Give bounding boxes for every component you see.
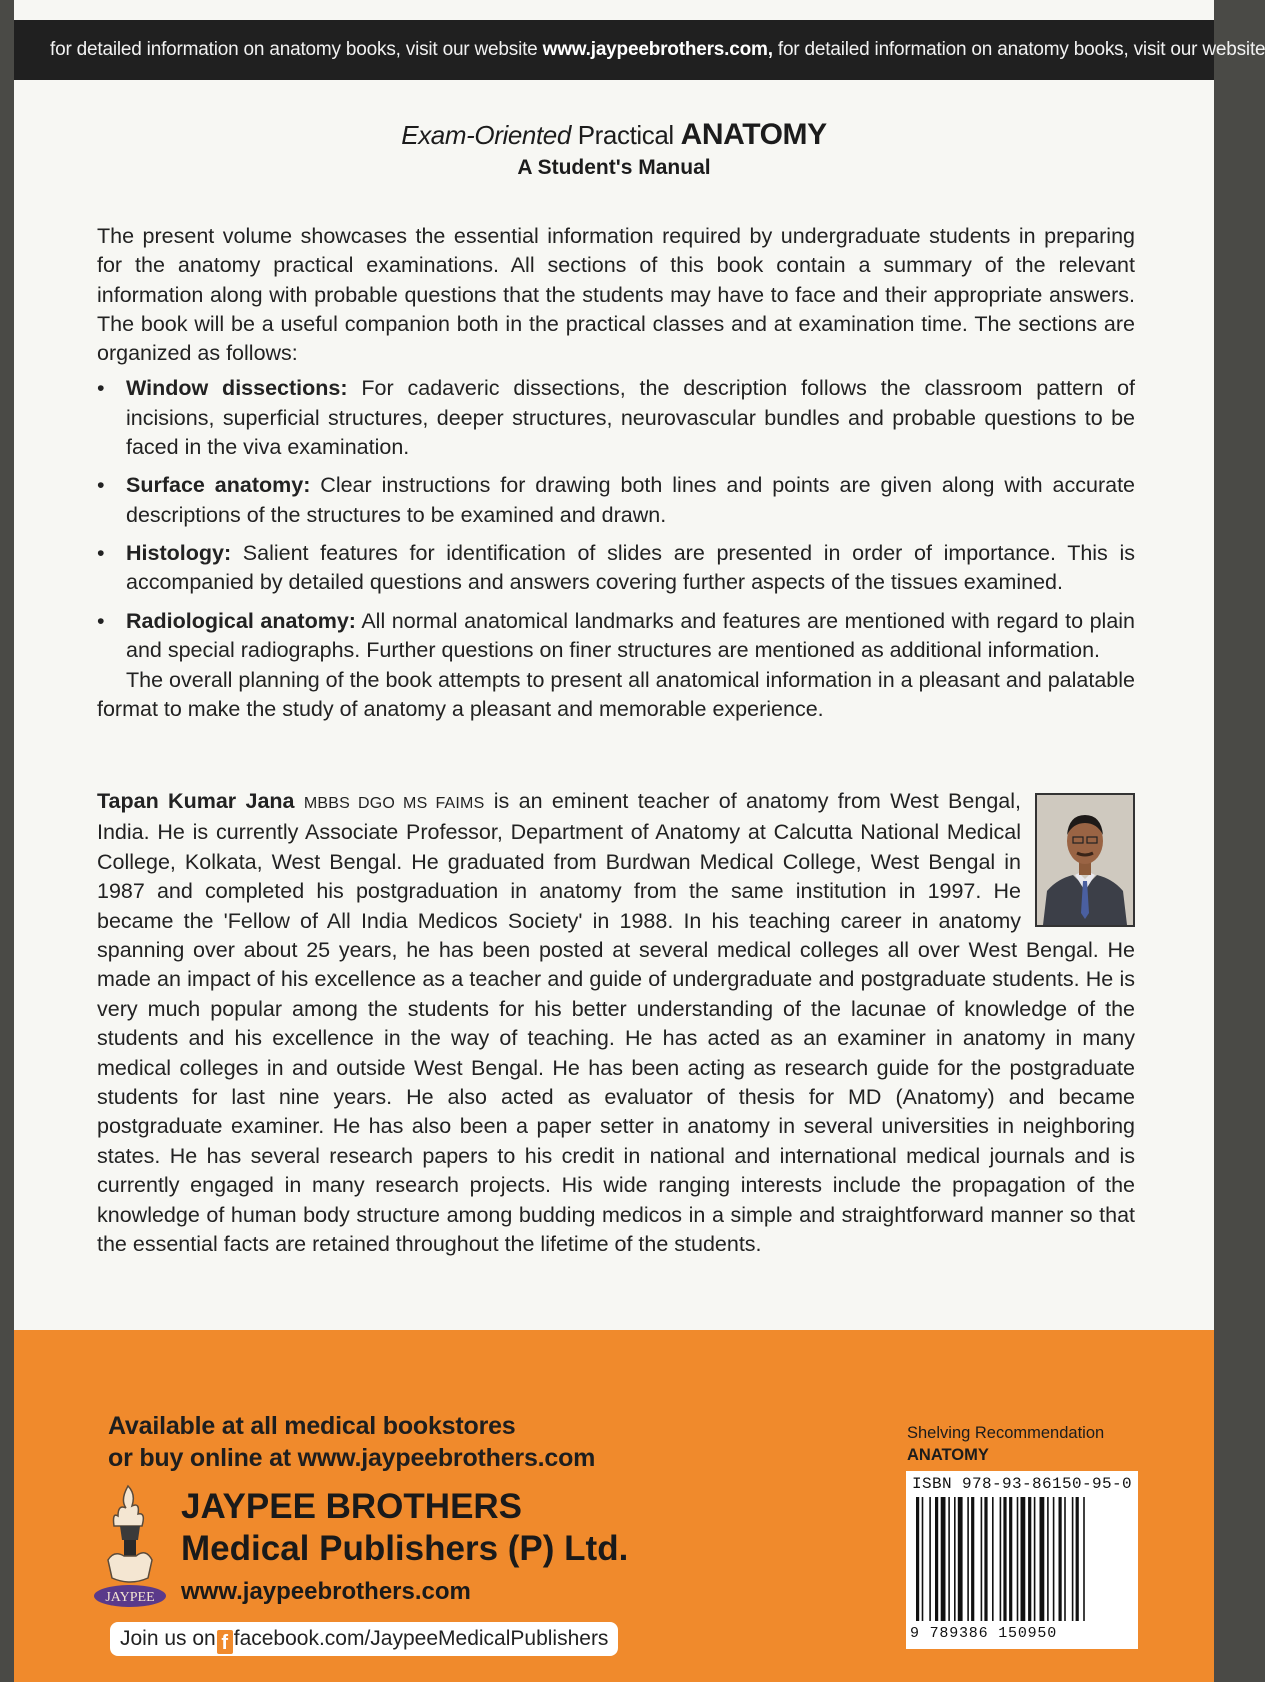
barcode-number: 9 789386 150950 — [910, 1625, 1058, 1642]
bullet-term: Surface anatomy: — [126, 473, 311, 498]
book-title — [14, 118, 1214, 180]
banner-text-1: for detailed information on anatomy books, visit our website — [50, 39, 543, 60]
shelving-value: ANATOMY — [907, 1446, 989, 1464]
footer-panel — [14, 1330, 1214, 1682]
barcode-icon — [916, 1497, 1128, 1629]
isbn-text: ISBN 978-93-86150-95-0 — [912, 1475, 1133, 1493]
banner-url[interactable]: www.jaypeebrothers.com, — [542, 39, 773, 60]
list-item: • Radiological anatomy: All normal anatomical landmarks and features are mentioned with regard to plain and special radiographs. Further questions on finer structures are mentioned as additional information. — [97, 608, 1136, 662]
closing-paragraph: The overall planning of the book attempts to present all anatomical information in a pleasant and palatable format to make the study of anatomy a pleasant and memorable experience. — [97, 668, 1135, 722]
jaypee-logo-icon — [90, 1482, 170, 1612]
title-main: ANATOMY — [680, 118, 827, 151]
intro-paragraph: The present volume showcases the essential information required by undergraduate students in preparing for the anatomy practical examinations. All sections of this book contain a summary of the relevant information along with probable questions that the students may have to face and their appropriate answers. The book will be a useful companion both in the practical classes and at examination time. The sections are organized as follows: — [97, 224, 1135, 366]
shelving-label: Shelving Recommendation — [907, 1424, 1105, 1442]
publisher-line-2: Medical Publishers (P) Ltd. — [181, 1529, 629, 1568]
logo-label: JAYPEE — [105, 1590, 155, 1605]
shelving-recommendation — [907, 1422, 1104, 1466]
publisher-name — [181, 1486, 628, 1610]
bullet-text: Clear instructions for drawing both lines and points are given along with accurate descriptions of the structures to be examined and drawn. — [126, 473, 1135, 527]
list-item: • Surface anatomy: Clear instructions for drawing both lines and points are given along with accurate descriptions of the structures to be examined and drawn. — [97, 473, 1135, 527]
availability-line-2[interactable]: or buy online at www.jaypeebrothers.com — [108, 1444, 596, 1472]
title-middle: Practical — [570, 120, 681, 150]
bullet-text: Salient features for identification of slides are presented in order of importance. This is accompanied by detailed questions and answers covering further aspects of the tissues examined. — [126, 540, 1135, 595]
publisher-line-1: JAYPEE BROTHERS — [181, 1487, 523, 1526]
bullet-term: Window dissections: — [126, 376, 348, 401]
facebook-icon: f — [217, 1630, 233, 1654]
author-photo — [1035, 793, 1135, 927]
author-name: Tapan Kumar Jana — [97, 789, 295, 813]
list-item: • Histology: Salient features for identification of slides are presented in order of importance. This is accompanied by detailed questions and answers covering further aspects of the tissues examined. — [97, 540, 1135, 595]
publisher-website[interactable]: www.jaypeebrothers.com — [181, 1578, 471, 1605]
availability-line-1: Available at all medical bookstores — [108, 1412, 516, 1440]
book-back-cover — [14, 0, 1265, 1682]
bullet-text: For cadaveric dissections, the description follows the classroom pattern of incisions, superficial structures, deeper structures, neurovascular bundles and probable questions to be faced in the viva examination. — [126, 376, 1135, 460]
bullet-term: Histology: — [126, 540, 232, 565]
description — [97, 222, 1135, 725]
bullet-text: All normal anatomical landmarks and features are mentioned with regard to plain and special radiographs. Further questions on finer structures are mentioned as additional information. — [126, 608, 1136, 662]
list-item: • Window dissections: For cadaveric dissections, the description follows the classroom pattern of incisions, superficial structures, deeper structures, neurovascular bundles and probable questions to be faced in the viva examination. — [97, 376, 1135, 460]
author-bio — [97, 787, 1135, 1260]
title-line — [14, 118, 1214, 152]
facebook-link[interactable] — [110, 1622, 618, 1656]
isbn-barcode — [906, 1471, 1138, 1649]
facebook-url[interactable]: facebook.com/JaypeeMedicalPublishers — [233, 1627, 609, 1650]
banner-text-2: for detailed information on anatomy books, visit our website — [772, 39, 1265, 60]
author-qualifications: MBBS DGO MS FAIMS — [303, 795, 485, 812]
title-prefix: Exam-Oriented — [401, 120, 571, 150]
section-list — [97, 374, 1135, 665]
join-label: Join us on — [120, 1627, 216, 1650]
website-banner — [14, 20, 1265, 80]
author-bio-text: is an eminent teacher of anatomy from West Bengal, India. He is currently Associate Professor, Department of Anatomy at Calcutta National Medical College, Kolkata, West Bengal. He graduated from Burdwan Medical College, West Bengal in 1987 and completed his postgraduation in anatomy from the same institution in 1997. He became the 'Fellow of All India Medicos Society' in 1988. In his teaching career in anatomy spanning over about 25 years, he has been posted at several medical colleges all over West Bengal. He made an impact of his excellence as a teacher and guide of undergraduate and postgraduate students. He is very much popular among the students for his better understanding of the lacunae of knowledge of the students and his excellence in the way of teaching. He has acted as an examiner in anatomy in many medical colleges in and outside West Bengal. He has been acting as research guide for the postgraduate students for last nine years. He also acted as evaluator of thesis for MD (Anatomy) and became postgraduate examiner. He has also been a paper setter in anatomy in several universities in neighboring states. He has several research papers to his credit in national and international medical journals and is currently engaged in many research projects. His wide ranging interests include the propagation of the knowledge of human body structure among budding medicos in a simple and straightforward manner so that the essential facts are retained throughout the lifetime of the students. — [97, 789, 1135, 1257]
availability-note — [108, 1410, 595, 1474]
author-paragraph — [97, 787, 1135, 1260]
book-subtitle: A Student's Manual — [517, 156, 711, 179]
bullet-term: Radiological anatomy: — [126, 608, 356, 633]
